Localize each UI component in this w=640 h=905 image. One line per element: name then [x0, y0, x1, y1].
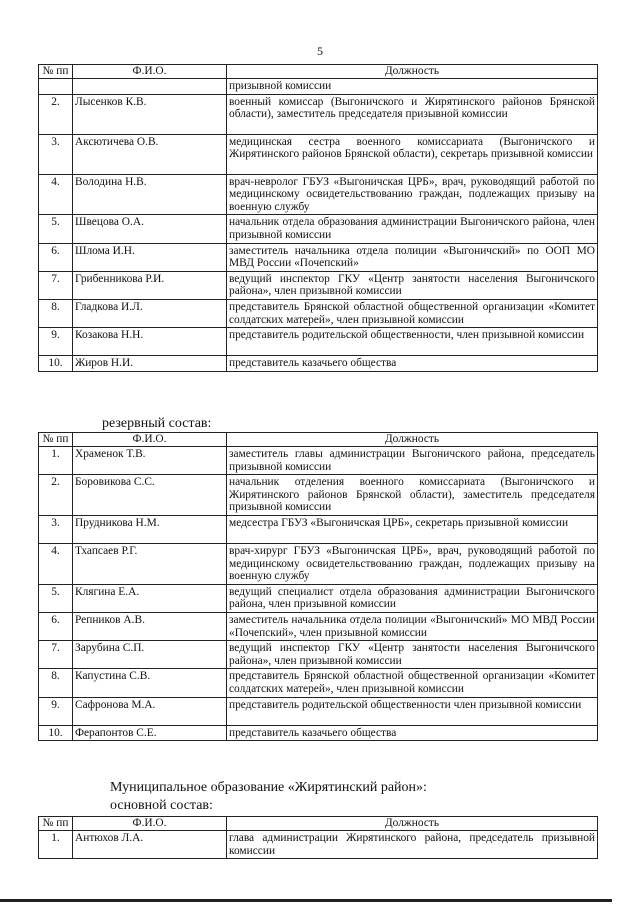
column-header-name: Ф.И.О. [73, 433, 227, 447]
column-header-name: Ф.И.О. [73, 65, 227, 79]
row-number: 9. [39, 328, 73, 356]
table-row [39, 447, 598, 475]
table-row [39, 134, 598, 174]
row-number: 8. [39, 669, 73, 697]
member-position: заместитель начальника отдела полиции «Выгоничский» МО МВД России «Почепский», член призывной комиссии [227, 612, 598, 640]
member-name: Антюхов Л.А. [73, 831, 227, 859]
member-name: Сафронова М.А. [73, 697, 227, 725]
column-header-num: № пп [39, 817, 73, 831]
member-position: начальник отдела образования администрации Выгоничского района, член призывной комиссии [227, 215, 598, 243]
table-row [39, 79, 598, 95]
member-name: Клягина Е.А. [73, 584, 227, 612]
member-position: глава администрации Жирятинского района, председатель призывной комиссии [227, 831, 598, 859]
column-header-num: № пп [39, 433, 73, 447]
table-row [39, 584, 598, 612]
row-number: 2. [39, 475, 73, 516]
member-name: Гладкова И.Л. [73, 299, 227, 327]
row-number: 4. [39, 543, 73, 584]
table-row [39, 725, 598, 741]
member-name [73, 79, 227, 95]
member-name: Козакова Н.Н. [73, 328, 227, 356]
table-row [39, 356, 598, 372]
row-number: 6. [39, 243, 73, 271]
bottom-rule [0, 899, 612, 902]
row-number: 5. [39, 584, 73, 612]
table-row [39, 243, 598, 271]
row-number: 10. [39, 356, 73, 372]
table-row [39, 641, 598, 669]
member-name: Володина Н.В. [73, 174, 227, 215]
row-number [39, 79, 73, 95]
member-position: врач-невролог ГБУЗ «Выгоничская ЦРБ», врач, руководящий работой по медицинскому освидетельствованию граждан, подлежащих призыву на военную службу [227, 174, 598, 215]
column-header-position: Должность [227, 817, 598, 831]
member-name: Прудникова Н.М. [73, 515, 227, 543]
member-position: ведущий инспектор ГКУ «Центр занятости населения Выгоничского района», член призывной комиссии [227, 641, 598, 669]
member-name: Лысенков К.В. [73, 94, 227, 134]
row-number: 3. [39, 134, 73, 174]
zhiryatinsky-composition-table [38, 816, 598, 859]
row-number: 1. [39, 831, 73, 859]
member-name: Храменок Т.В. [73, 447, 227, 475]
member-name: Швецова О.А. [73, 215, 227, 243]
table-row [39, 299, 598, 327]
row-number: 1. [39, 447, 73, 475]
table-header-row [39, 817, 598, 831]
table-header-row [39, 65, 598, 79]
member-name: Боровикова С.С. [73, 475, 227, 516]
member-position: представитель родительской общественности, член призывной комиссии [227, 328, 598, 356]
table-header-row [39, 433, 598, 447]
member-position: заместитель начальника отдела полиции «Выгоничский» по ООП МО МВД России «Почепский» [227, 243, 598, 271]
member-name: Аксютичева О.В. [73, 134, 227, 174]
table-row [39, 612, 598, 640]
member-position: представитель казачьего общества [227, 356, 598, 372]
table-row [39, 475, 598, 516]
member-position: военный комиссар (Выгоничского и Жирятинского районов Брянской области), заместитель председателя призывной комиссии [227, 94, 598, 134]
member-position: ведущий инспектор ГКУ «Центр занятости населения Выгоничского района», член призывной комиссии [227, 271, 598, 299]
member-name: Грибенникова Р.И. [73, 271, 227, 299]
row-number: 9. [39, 697, 73, 725]
row-number: 6. [39, 612, 73, 640]
row-number: 3. [39, 515, 73, 543]
member-name: Капустина С.В. [73, 669, 227, 697]
member-name: Шлома И.Н. [73, 243, 227, 271]
table-row [39, 174, 598, 215]
row-number: 5. [39, 215, 73, 243]
column-header-name: Ф.И.О. [73, 817, 227, 831]
column-header-num: № пп [39, 65, 73, 79]
municipality-heading: Муниципальное образование «Жирятинский район»: [110, 780, 427, 795]
member-name: Тхапсаев Р.Г. [73, 543, 227, 584]
table-row [39, 831, 598, 859]
row-number: 10. [39, 725, 73, 741]
table-row [39, 328, 598, 356]
main-composition-heading: основной состав: [110, 798, 213, 813]
column-header-position: Должность [227, 433, 598, 447]
member-position: представитель родительской общественности член призывной комиссии [227, 697, 598, 725]
table-row [39, 543, 598, 584]
member-position: представитель казачьего общества [227, 725, 598, 741]
row-number: 2. [39, 94, 73, 134]
table-row [39, 94, 598, 134]
table-row [39, 669, 598, 697]
row-number: 4. [39, 174, 73, 215]
member-position: призывной комиссии [227, 79, 598, 95]
member-position: заместитель главы администрации Выгоничского района, председатель призывной комиссии [227, 447, 598, 475]
member-position: ведущий специалист отдела образования администрации Выгоничского района, член призывной комиссии [227, 584, 598, 612]
member-position: начальник отделения военного комиссариата (Выгоничского и Жирятинского районов Брянской области), заместитель председателя призывной комиссии [227, 475, 598, 516]
member-position: медсестра ГБУЗ «Выгоничская ЦРБ», секретарь призывной комиссии [227, 515, 598, 543]
table-row [39, 515, 598, 543]
member-name: Жиров Н.И. [73, 356, 227, 372]
row-number: 7. [39, 641, 73, 669]
row-number: 8. [39, 299, 73, 327]
row-number: 7. [39, 271, 73, 299]
column-header-position: Должность [227, 65, 598, 79]
page-number: 5 [317, 44, 323, 58]
member-position: представитель Брянской областной общественной организации «Комитет солдатских матерей», член призывной комиссии [227, 299, 598, 327]
main-composition-table [38, 64, 598, 372]
member-position: медицинская сестра военного комиссариата (Выгоничского и Жирятинского районов Брянской области), секретарь призывной комиссии [227, 134, 598, 174]
member-name: Ферапонтов С.Е. [73, 725, 227, 741]
reserve-composition-table [38, 432, 598, 741]
member-name: Зарубина С.П. [73, 641, 227, 669]
table-row [39, 271, 598, 299]
member-position: врач-хирург ГБУЗ «Выгоничская ЦРБ», врач, руководящий работой по медицинскому освидетельствованию граждан, подлежащих призыву на военную службу [227, 543, 598, 584]
table-row [39, 697, 598, 725]
reserve-composition-heading: резервный состав: [102, 416, 212, 431]
member-position: представитель Брянской областной общественной организации «Комитет солдатских матерей», член призывной комиссии [227, 669, 598, 697]
table-row [39, 215, 598, 243]
member-name: Репников А.В. [73, 612, 227, 640]
